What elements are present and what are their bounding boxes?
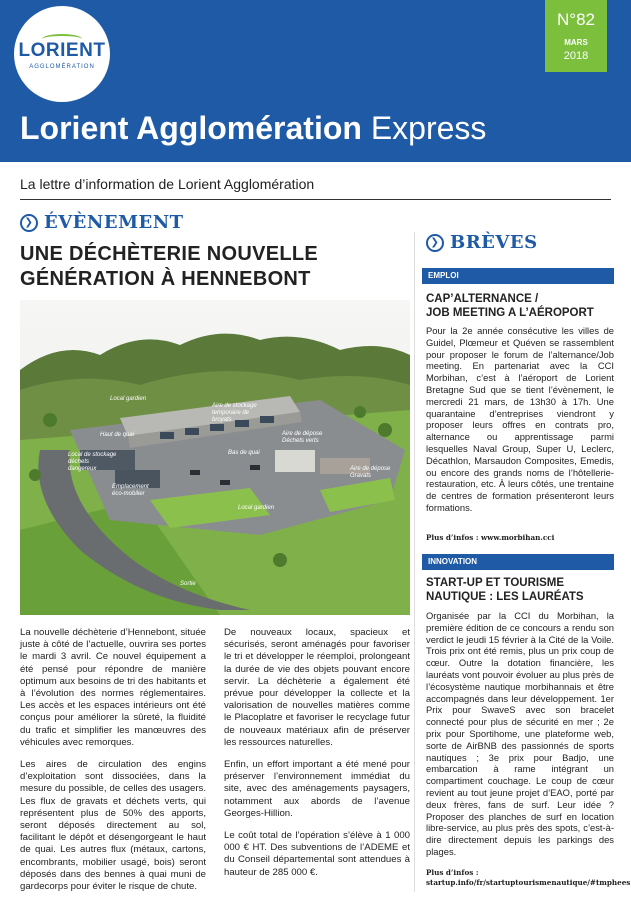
issue-month: MARS [564, 38, 588, 47]
article-title [20, 242, 400, 292]
illu-label-2: Aire de stockage temporaire de broyats [212, 403, 257, 423]
brief-title-2 [426, 576, 614, 604]
brief-more-info-2-link[interactable]: startup.info/fr/startuptourismenautique/#tmphees [426, 878, 631, 887]
brief-title-1 [426, 292, 614, 320]
brief-text-2: Organisée par la CCI du Morbihan, la première édition de ce concours a rendu son verdict le jeudi 15 février à la Cité de la Voile. Trois prix ont été remis, plus un prix coup de cœur. Outre la dotation financière, les lauréats vont pouvoir évoluer au plus près de l’écosystème nautique morbihannais et être accompagnés dans leur développement. 1er Prix pour SwaveS avec son bracelet connecté pour plus de sécurité en mer ; 2e prix pour Sportihome, une plateforme web, sorte de AirBNB des passionnés de sports nautiques ; 3e prix pour Badjo, une embarcation à rame intégrant un compartiment couchage. Le coup de cœur revient au tout jeune projet d’EAO, porté par deux frères, fans de surf. Leur idée ? Proposer des planches de surf en location libre-service, au plus près des spots, c’est-à-dire directement depuis les parkings des plages. [426, 610, 614, 857]
illu-label-3: Haut de quai [100, 432, 135, 438]
column-divider [414, 232, 415, 892]
section-event-heading [20, 212, 184, 233]
brief-title-2-line2: NAUTIQUE : LES LAURÉATS [426, 591, 584, 603]
tagline-divider [20, 199, 611, 200]
brief-text-1: Pour la 2e année consécutive les villes de Guidel, Plœmeur et Quéven se rassemblent pour proposer le forum de l’alternance/Job meeting. En partenariat avec la CCI Morbihan, c’est à l’aéroport de Lorient Bretagne Sud que se tient l’évènement, le mercredi 21 mars, de 13h30 à 17h. Une quarantaine d’entreprises viendront y proposer leurs offres en contrats pro, alternance ou apprentissage parmi lesquelles Naval Group, Super U, Leclerc, Décathlon, Marsaudon Composites, Emedis, ou encore des grands noms de l’hôtellerie-restauration, etc. À leurs côtés, une trentaine de centres de formation présenteront leurs formations. [426, 325, 614, 513]
brief-title-2-line1: START-UP ET TOURISME [426, 577, 565, 589]
category-band-emploi: EMPLOI [422, 268, 614, 284]
chevron-right-icon: ❯ [426, 234, 444, 252]
article-paragraph: La nouvelle déchèterie d’Hennebont, située juste à côté de l’actuelle, ouvrira ses portes le mardi 3 avril. Ce nouvel équipement a été pensé pour répondre de manière optimum aux besoins de tri des habitants et à l’évolution des normes réglementaires. Les accès et les espaces intérieurs ont été conçus pour améliorer la sûreté, la fluidité du trafic et simplifier les manœuvres des véhicules avec remorques. [20, 627, 206, 748]
logo-wordmark: LORIENT [18, 40, 106, 61]
publication-title-light: Express [370, 110, 487, 146]
article-title-line1: UNE DÉCHÈTERIE NOUVELLE [20, 243, 319, 265]
section-briefs-heading [426, 232, 538, 253]
category-band-innovation: INNOVATION [422, 554, 614, 570]
section-briefs-label: BRÈVES [450, 232, 538, 253]
brief-more-info-2[interactable] [426, 868, 631, 888]
tagline: La lettre d’information de Lorient Agglomération [20, 176, 315, 192]
article-paragraph: Le coût total de l’opération s’élève à 1 000 000 € HT. Des subventions de l’ADEME et du Conseil départemental sont attendues à hauteur de 285 000 €. [224, 830, 410, 878]
article-column-1 [20, 627, 206, 900]
issue-year: 2018 [563, 50, 589, 62]
issue-badge [545, 0, 607, 72]
illu-label-8: Emplacement éco-mobilier [112, 484, 149, 497]
article-column-2 [224, 627, 410, 889]
logo-subtitle: AGGLOMÉRATION [29, 64, 95, 70]
article-paragraph: Les aires de circulation des engins d’exploitation sont dissociées, dans la mesure du possible, de celles des usagers. Les flux de gravats et déchets verts, qui représentent plus de 50% des apports, seront déposés directement au sol, facilitant le dépôt et désengorgeant le haut de quai. Les autres flux (métaux, cartons, encombrants, mobilier usagé, bois) seront déposés dans des bennes à quai muni de gardecorps pour éviter le risque de chute. [20, 759, 206, 893]
issue-number: N°82 [557, 10, 595, 29]
brief-more-info-2-label: Plus d’infos : [426, 868, 479, 877]
section-event-label: ÉVÈNEMENT [44, 212, 184, 233]
illu-label-9: Local gardien [238, 505, 275, 511]
waste-center-illustration [20, 300, 410, 615]
publication-title-bold: Lorient Agglomération [20, 110, 362, 146]
illu-label-7: Aire de dépose Gravats [350, 466, 391, 479]
illu-label-10: Sortie [180, 581, 196, 587]
brief-title-1-line1: CAP’ALTERNANCE / [426, 293, 539, 305]
illu-label-4: Local de stockage déchets dangereux [68, 452, 117, 472]
chevron-right-icon: ❯ [20, 214, 38, 232]
lorient-logo[interactable] [14, 6, 110, 102]
illu-label-1: Local gardien [110, 396, 147, 402]
article-paragraph: Enfin, un effort important a été mené pour préserver l’environnement immédiat du site, avec des aménagements paysagers, notamment aux abords de l’avenue Georges-Hillion. [224, 759, 410, 819]
publication-title [20, 110, 486, 147]
illu-label-6: Aire de dépose Déchets verts [282, 431, 323, 444]
article-paragraph: De nouveaux locaux, spacieux et sécurisés, seront aménagés pour favoriser le tri et développer le réemploi, prolongeant la durée de vie des objets pouvant encore servir. La déchèterie a également été prévue pour développer la collecte et la valorisation de nouvelles matières comme le Placoplatre et favoriser le recyclage futur de nouveaux matériaux afin de préserver les ressources naturelles. [224, 627, 410, 748]
brief-title-1-line2: JOB MEETING A L’AÉROPORT [426, 307, 594, 319]
illu-label-5: Bas de quai [228, 450, 260, 456]
brief-more-info-1[interactable]: Plus d’infos : www.morbihan.cci [426, 533, 555, 542]
masthead-banner [0, 0, 631, 162]
article-title-line2: GÉNÉRATION À HENNEBONT [20, 268, 311, 290]
